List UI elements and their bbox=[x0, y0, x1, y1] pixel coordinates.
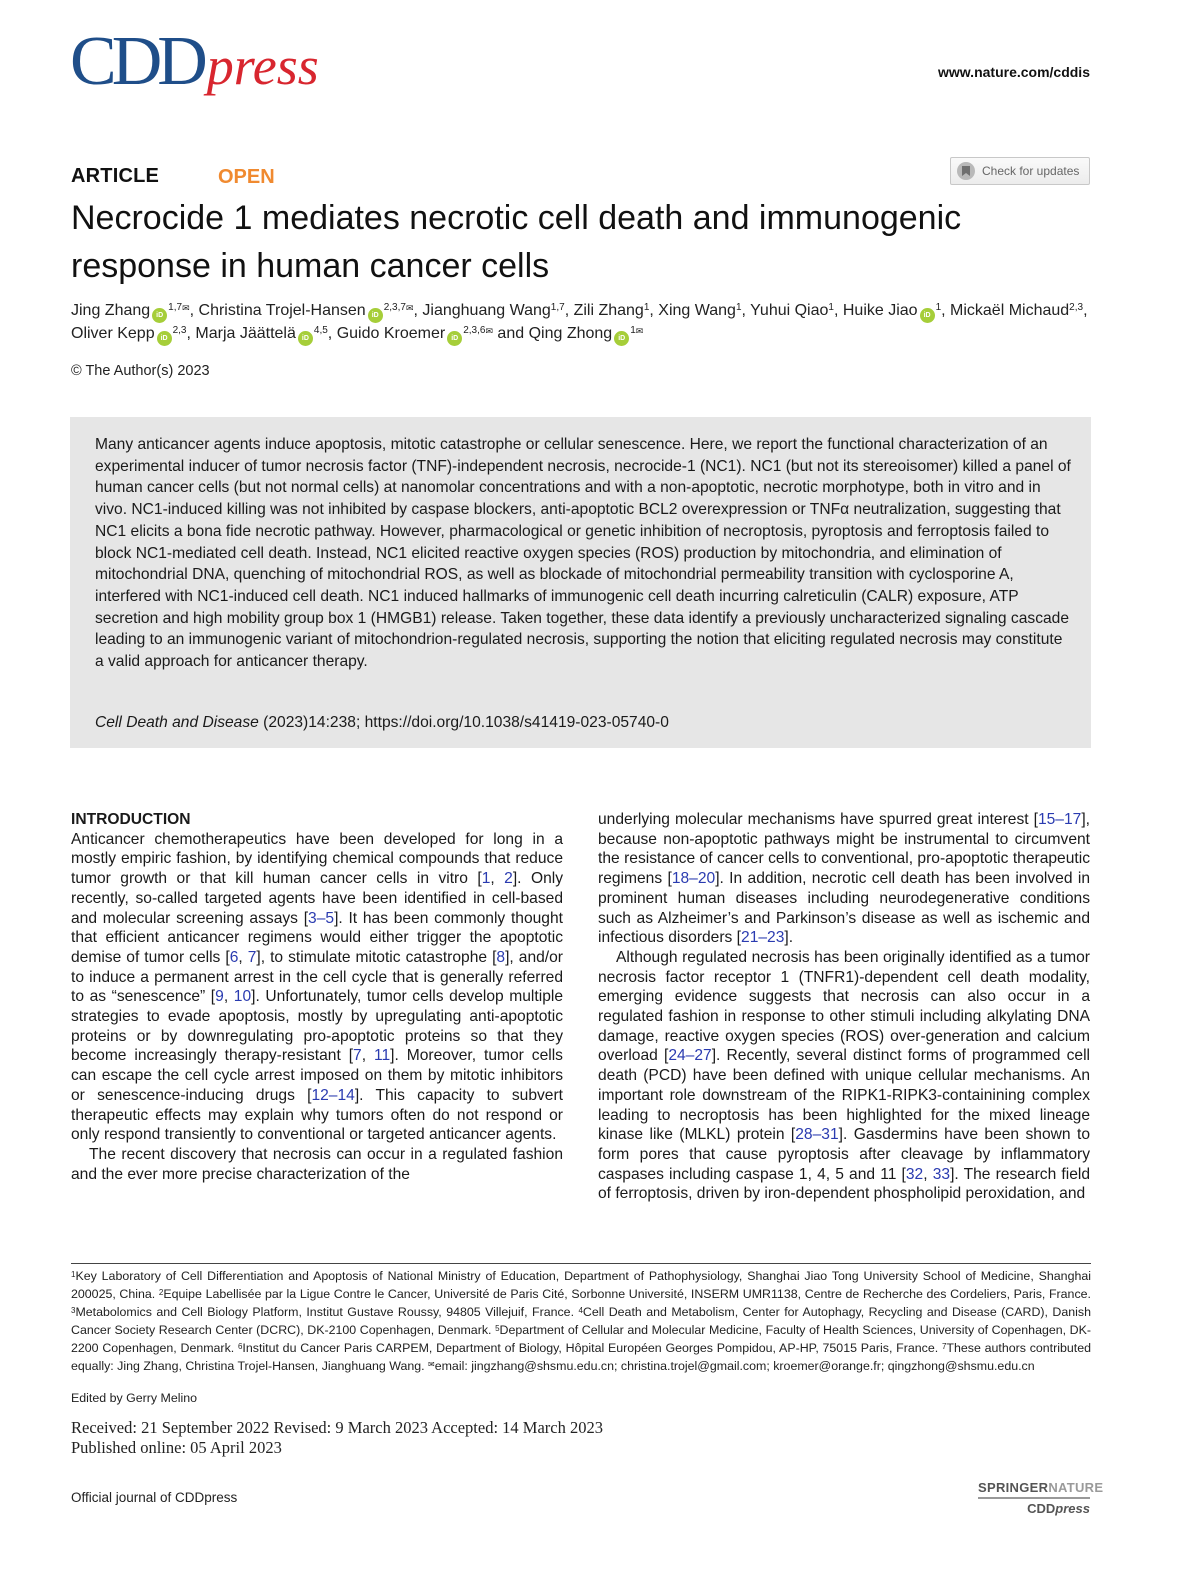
email-icon[interactable]: ✉ bbox=[485, 326, 493, 336]
affiliation-number: 1 bbox=[71, 1270, 76, 1279]
body-column-right bbox=[598, 810, 1090, 1204]
press-text: press bbox=[1055, 1501, 1090, 1516]
springer-logo-rule bbox=[978, 1497, 1090, 1499]
citation-line bbox=[95, 714, 669, 732]
affiliation-superscript: 2,3 bbox=[172, 325, 187, 336]
check-for-updates-label: Check for updates bbox=[982, 164, 1080, 178]
intro-paragraph-2: The recent discovery that necrosis can occur in a regulated fashion and the ever more precise characterization of the bbox=[71, 1145, 563, 1183]
affiliation-superscript: 1 bbox=[735, 302, 742, 313]
springer-nature-logo bbox=[978, 1480, 1104, 1516]
nature-text: NATURE bbox=[1048, 1480, 1104, 1495]
affiliation-superscript: 1,7 bbox=[168, 302, 183, 313]
affiliation-superscript: 2,3,7 bbox=[383, 302, 406, 313]
affiliation-number: 6 bbox=[237, 1342, 243, 1352]
article-title: Necrocide 1 mediates necrotic cell death and immunogenic response in human cancer cells bbox=[71, 199, 962, 285]
affiliation-superscript: 2,3,6 bbox=[463, 325, 486, 336]
reference-link[interactable]: 2 bbox=[504, 870, 513, 888]
affiliations-footnote bbox=[71, 1267, 1091, 1376]
affiliation-text: Institut du Cancer Paris CARPEM, Department of Biology, Hôpital Européen Georges Pompidou, AP-HP, 75015 Paris, France. bbox=[242, 1341, 942, 1356]
email-icon[interactable]: ✉ bbox=[635, 326, 644, 336]
citation-volume: (2023)14:238 bbox=[258, 714, 356, 731]
intro-paragraph-1: Anticancer chemotherapeutics have been developed for long in a mostly empiric fashion, by identifying chemical compounds that reduce tumor growth or that kill human cancer cells in vitro [1, 2]. Only recently, so-called targeted agents have been identified in cell-based and molecular screening assays [3–5]. It has been commonly thought that efficient anticancer regimens would either trigger the apoptotic demise of tumor cells [6, 7], to stimulate mitotic catastrophe [8], and/or to induce a permanent arrest in the cell cycle that is generally referred to as “senescence” [9, 10]. Unfortunately, tumor cells develop multiple strategies to evade apoptosis, mostly by upregulating anti-apoptotic proteins or by downregulating pro-apoptotic proteins so that they become increasingly therapy-resistant [7, 11]. Moreover, tumor cells can escape the cell cycle arrest imposed on them by mitotic inhibitors or senescence-inducing drugs [12–14]. This capacity to subvert therapeutic effects may explain why tumors often do not respond or only respond transiently to conventional or targeted anticancer agents. bbox=[71, 830, 564, 1144]
reference-link[interactable]: 21–23 bbox=[741, 929, 785, 947]
publication-dates bbox=[71, 1418, 603, 1458]
orcid-icon[interactable]: iD bbox=[920, 308, 935, 323]
editor-note: Edited by Gerry Melino bbox=[71, 1391, 198, 1405]
cddpress-logo bbox=[70, 22, 319, 102]
citation-journal: Cell Death and Disease bbox=[95, 714, 259, 731]
doi-link[interactable]: https://doi.org/10.1038/s41419-023-05740-0 bbox=[364, 714, 669, 731]
logo-press-text: press bbox=[206, 36, 319, 96]
reference-link[interactable]: 24–27 bbox=[668, 1047, 712, 1065]
email-label: email: bbox=[434, 1359, 472, 1374]
affiliation-superscript: 1 bbox=[935, 302, 942, 313]
author-name: Marja Jäättelä bbox=[195, 325, 296, 342]
author-name: Xing Wang bbox=[658, 302, 736, 319]
published-online: Published online: 05 April 2023 bbox=[71, 1438, 282, 1457]
reference-link[interactable]: 7 bbox=[247, 948, 257, 966]
reference-link[interactable]: 10 bbox=[233, 988, 252, 1006]
reference-link[interactable]: 6 bbox=[229, 948, 239, 966]
affiliation-number: 7 bbox=[941, 1342, 947, 1352]
article-type-label: ARTICLE bbox=[71, 165, 160, 187]
author-name: Jing Zhang bbox=[71, 302, 151, 319]
orcid-icon[interactable]: iD bbox=[298, 331, 313, 346]
open-access-badge: OPEN bbox=[218, 166, 275, 188]
reference-link[interactable]: 33 bbox=[932, 1165, 951, 1183]
affiliation-superscript: 1 bbox=[643, 302, 650, 313]
author-name: Jianghuang Wang bbox=[422, 302, 551, 319]
logo-cdd-text: CDD bbox=[70, 23, 203, 100]
springer-text: SPRINGER bbox=[978, 1480, 1049, 1495]
affiliation-superscript: 1 bbox=[828, 302, 834, 313]
affiliation-text: Metabolomics and Cell Biology Platform, Institut Gustave Roussy, 94805 Villejuif, France. bbox=[75, 1305, 579, 1320]
affiliation-text: Cell Death and Metabolism, Center for Autophagy, Recycling and Disease (CARD), Danish Cancer Society Research Center (DCRC), DK-2100 Copenhagen, Denmark. bbox=[71, 1305, 1091, 1338]
copyright-notice: © The Author(s) 2023 bbox=[71, 363, 210, 379]
contact-emails[interactable]: jingzhang@shsmu.edu.cn; christina.trojel@gmail.com; kroemer@orange.fr; qingzhong@shsmu.edu.cn bbox=[471, 1359, 1035, 1374]
reference-link[interactable]: 7 bbox=[353, 1047, 362, 1065]
affiliation-number: 5 bbox=[495, 1324, 500, 1334]
affiliation-superscript: 1,7 bbox=[550, 302, 565, 313]
reference-link[interactable]: 3–5 bbox=[308, 909, 335, 927]
journal-website-link[interactable]: www.nature.com/cddis bbox=[938, 64, 1090, 80]
email-icon[interactable]: ✉ bbox=[405, 303, 414, 313]
affiliation-text: Department of Cellular and Molecular Medicine, Faculty of Health Sciences, University of Copenhagen, DK-2200 Copenhagen, Denmark. bbox=[71, 1323, 1092, 1356]
affiliation-text: These authors contributed equally: Jing Zhang, Christina Trojel-Hansen, Jianghuang Wang. bbox=[71, 1341, 1091, 1374]
reference-link[interactable]: 1 bbox=[481, 870, 491, 888]
body-column-left bbox=[71, 810, 563, 1184]
affiliation-number: 2 bbox=[158, 1288, 164, 1298]
reference-link[interactable]: 28–31 bbox=[795, 1126, 839, 1144]
reference-link[interactable]: 8 bbox=[496, 948, 506, 966]
orcid-icon[interactable]: iD bbox=[447, 331, 462, 346]
author-name: Guido Kroemer bbox=[336, 325, 446, 342]
author-name: Qing Zhong bbox=[528, 325, 613, 342]
reference-link[interactable]: 18–20 bbox=[671, 870, 716, 888]
abstract-text: Many anticancer agents induce apoptosis, mitotic catastrophe or cellular senescence. Here, we report the functional characterization of an experimental inducer of tumor necrosis factor (TNF)-independent necrosis, necrocide-1 (NC1). NC1 (but not its stereoisomer) killed a panel of human cancer cells (but not normal cells) at nanomolar concentrations and with a non-apoptotic, necrotic morphotype, both in vitro and in vivo. NC1-induced killing was not inhibited by caspase blockers, anti-apoptotic BCL2 overexpression or TNFα neutralization, suggesting that NC1 elicits a bona fide necrotic pathway. However, pharmacological or genetic inhibition of necroptosis, pyroptosis and ferroptosis failed to block NC1-mediated cell death. Instead, NC1 elicited reactive oxygen species (ROS) production by mitochondria, and elimination of mitochondrial DNA, quenching of mitochondrial ROS, as well as blockade of mitochondrial permeability transition with cyclosporine A, interfered with NC1-induced cell death. NC1 induced hallmarks of immunogenic cell death incurring calreticulin (CALR) exposure, ATP secretion and high mobility group box 1 (HMGB1) release. Taken together, these data identify a previously uncharacterized signaling cascade leading to an immunogenic variant of mitochondrion-regulated necrosis, supporting the notion that eliciting regulated necrosis may constitute a valid approach for anticancer therapy. bbox=[95, 436, 1071, 671]
email-icon: ✉ bbox=[428, 1360, 435, 1370]
reference-link[interactable]: 12–14 bbox=[311, 1086, 355, 1104]
affiliation-superscript: 4,5 bbox=[313, 325, 328, 336]
reference-link[interactable]: 32 bbox=[905, 1165, 924, 1183]
bookmark-icon bbox=[957, 162, 975, 180]
author-name: Huike Jiao bbox=[842, 302, 918, 319]
received-revised-accepted: Received: 21 September 2022 Revised: 9 March 2023 Accepted: 14 March 2023 bbox=[71, 1418, 603, 1437]
orcid-icon[interactable]: iD bbox=[614, 331, 629, 346]
author-name: Zili Zhang bbox=[573, 302, 644, 319]
citation-separator: ; bbox=[355, 714, 365, 731]
affiliation-text: Equipe Labellisée par la Ligue Contre le Cancer, Université de Paris Cité, Sorbonne Université, INSERM UMR1138, Centre de Recherche des Cordeliers, Paris, France. bbox=[163, 1287, 1091, 1302]
cdd-text: CDD bbox=[1027, 1501, 1056, 1516]
affiliation-number: 3 bbox=[71, 1306, 76, 1316]
affiliation-superscript: 2,3 bbox=[1069, 302, 1084, 313]
author-name: Christina Trojel-Hansen bbox=[198, 302, 366, 319]
affiliation-number: 4 bbox=[578, 1306, 583, 1316]
author-name: Oliver Kepp bbox=[71, 325, 155, 342]
author-list: Jing Zhang $iD^{1,7✉}$, Christina Trojel-Hansen $iD^{2,3,7✉}$, Jianghuang Wang$^{1,7}$, Zili Zhang$^1$, Xing Wang$^1$, Yuhui Qiao$^1$, Huike Jiao $iD^1$, Mickaël Michaud$^{2,3}$, Oliver Kepp iD$^{2,3}$, Marja Jäättelä iD$^{4,5}$, Guido Kroemer $iD^{2,3,6✉}$ and Qing Zhong $iD^{1✉}$ bbox=[71, 300, 1101, 346]
author-name: Mickaël Michaud bbox=[950, 302, 1070, 319]
reference-link[interactable]: 9 bbox=[215, 988, 224, 1006]
official-journal-note: Official journal of CDDpress bbox=[71, 1490, 238, 1505]
reference-link[interactable]: 15–17 bbox=[1037, 811, 1082, 828]
author-name: Yuhui Qiao bbox=[750, 302, 829, 319]
orcid-icon[interactable]: iD bbox=[157, 331, 172, 346]
email-icon[interactable]: ✉ bbox=[182, 303, 190, 313]
footnote-divider bbox=[71, 1263, 1091, 1264]
affiliation-text: Key Laboratory of Cell Differentiation and Apoptosis of National Ministry of Education, Department of Pathophysiology, Shanghai Jiao Tong University School of Medicine, Shanghai 200025, China. bbox=[71, 1269, 1091, 1302]
orcid-icon[interactable]: iD bbox=[152, 308, 167, 323]
intro-paragraph-3: Although regulated necrosis has been originally identified as a tumor necrosis factor receptor 1 (TNFR1)-dependent cell death modality, emerging evidence suggests that necrosis can also occur in a regulated fashion in response to other stimuli including alkylating DNA damage, reactive oxygen species (ROS) over-generation and calcium overload [24–27]. Recently, several distinct forms of programmed cell death (PCD) have been defined with unique cellular mechanisms. An important role downstream of the RIPK1-RIPK3-containining complex leading to necroptosis has been highlighted for the mixed lineage kinase like (MLKL) protein [28–31]. Gasdermins have been shown to form pores that cause pyroptosis after cleavage by inflammatory caspases including caspase 1, 4, 5 and 11 [32, 33]. The research field of ferroptosis, driven by iron-dependent phospholipid peroxidation, and bbox=[598, 948, 1091, 1203]
intro-paragraph-2-cont: underlying molecular mechanisms have spurred great interest [15–17], because non-apoptotic pathways might be instrumental to circumvent the resistance of cancer cells to conventional, pro-apoptotic therapeutic regimens [18–20]. In addition, necrotic cell death has been involved in prominent human diseases including neurodegenerative conditions such as Alzheimer’s and Parkinson’s disease as well as ischemic and infectious disorders [21–23]. bbox=[598, 811, 1090, 947]
affiliation-superscript: 1 bbox=[630, 325, 636, 336]
orcid-icon[interactable]: iD bbox=[368, 308, 383, 323]
reference-link[interactable]: 11 bbox=[373, 1047, 391, 1065]
check-for-updates-button[interactable] bbox=[950, 157, 1090, 185]
introduction-heading: INTRODUCTION bbox=[71, 811, 191, 828]
